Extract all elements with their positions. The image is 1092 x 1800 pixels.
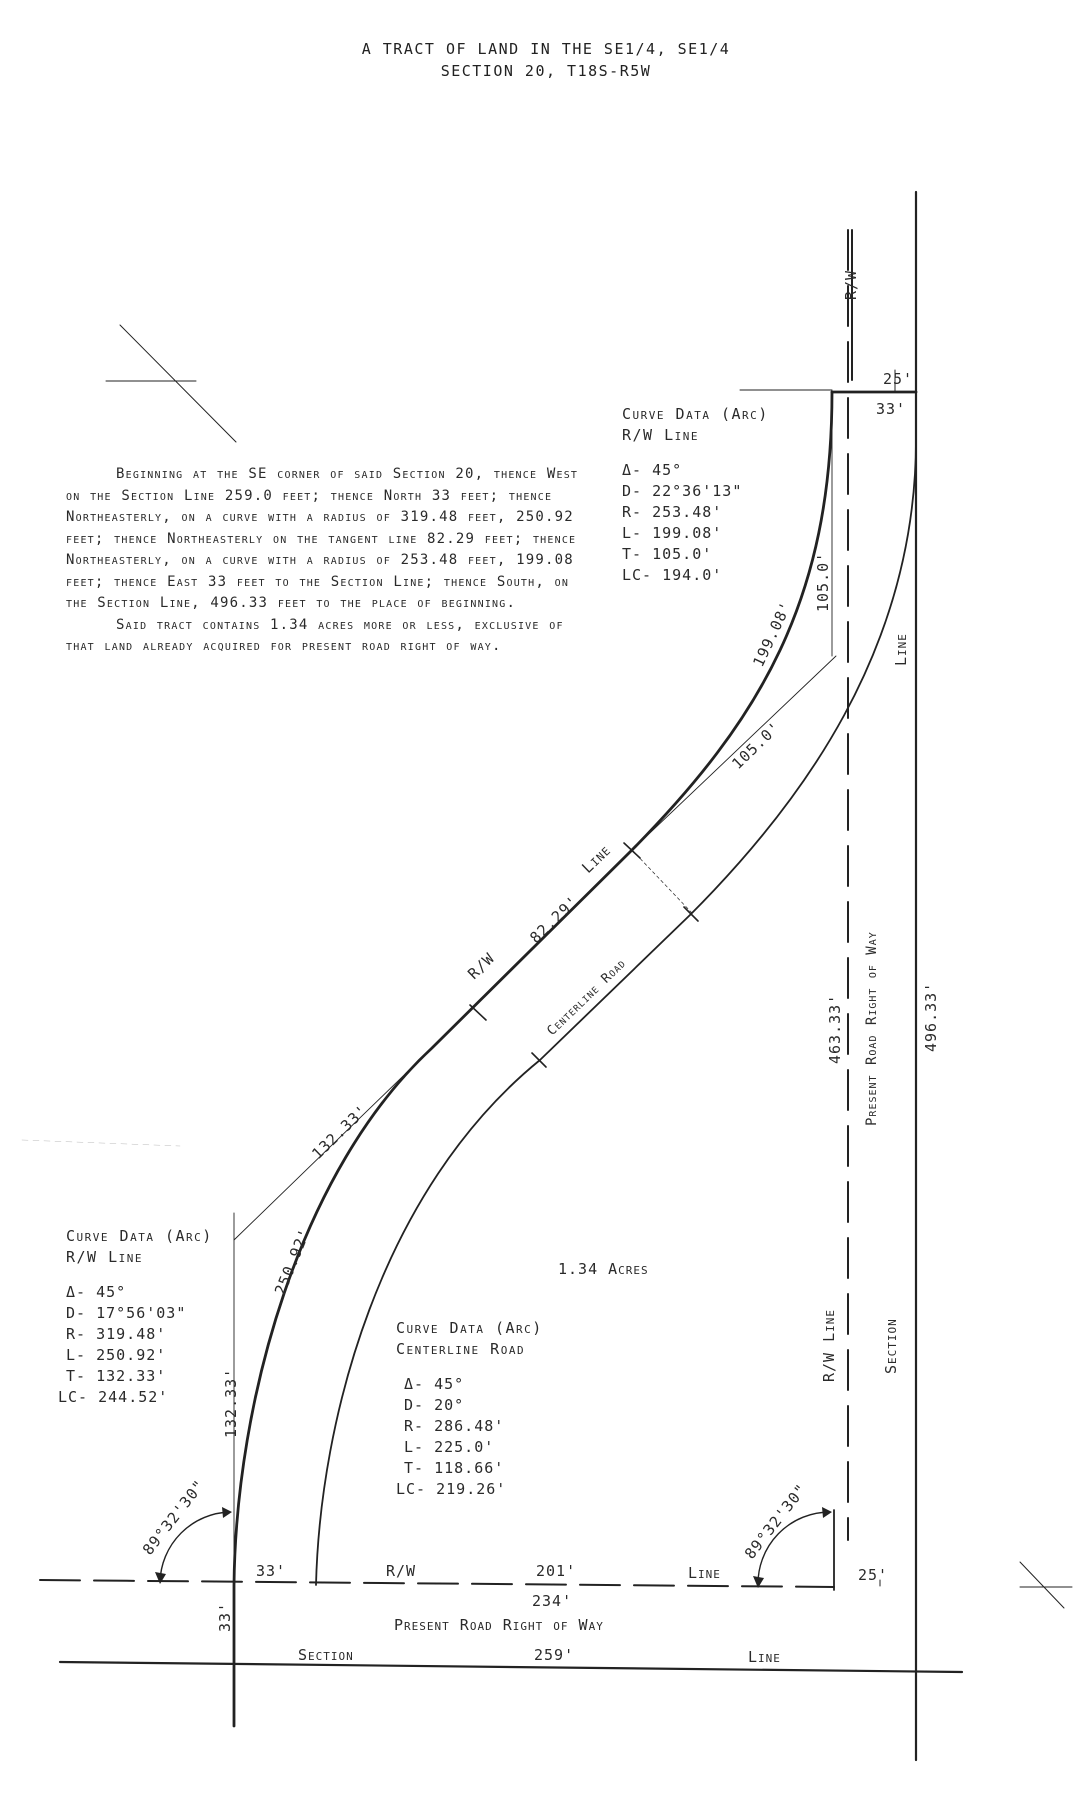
curve-data-heading: Curve Data (Arc) — [66, 1227, 213, 1245]
angle-arrow-right-end — [822, 1507, 832, 1518]
curve-delta: Δ- 45° — [622, 461, 683, 479]
label-dim-82: 82.29' — [526, 892, 583, 947]
section-line-south — [60, 1662, 962, 1672]
curve-data-heading: Curve Data (Arc) — [622, 405, 769, 423]
curve-long-chord: LC- 194.0' — [622, 566, 723, 584]
title-line-2: SECTION 20, T18S-R5W — [440, 62, 652, 80]
curve-tangent: T- 105.0' — [622, 545, 713, 563]
label-rw-diagonal: R/W — [464, 949, 499, 983]
curve-degree: D- 22°36'13" — [622, 482, 743, 500]
curve-radius: R- 286.48' — [404, 1417, 505, 1435]
curve-length: L- 199.08' — [622, 524, 723, 542]
label-dim-33-bottom: 33' — [256, 1562, 287, 1580]
curve-radius: R- 319.48' — [66, 1325, 167, 1343]
label-rw-top: R/W — [842, 269, 860, 300]
description-paragraph-2: Said tract contains 1.34 acres more or less, exclusive of that land already acquired for present road right of way. — [66, 616, 564, 654]
curve-delta: Δ- 45° — [66, 1283, 127, 1301]
title-line-1: A TRACT OF LAND IN THE SE1/4, SE1/4 — [361, 40, 731, 58]
label-angle-right: 89°32'30" — [740, 1480, 811, 1563]
angle-arrow-left — [155, 1572, 166, 1584]
label-dim-199: 199.08' — [749, 598, 796, 670]
label-dim-496: 496.33' — [922, 981, 940, 1052]
description-paragraph-1: Beginning at the SE corner of said Section 20, thence West on the Section Line 259.0 feet; thence North 33 feet; thence Northeasterly, on a curve with a radius of 319.48 feet, 250.92 feet; thence Northeasterly on the tangent line 82.29 feet; thence Northeasterly, on a curve with a radius of 253.48 feet, 199.08 feet; thence East 33 feet to the Section Line; thence South, on the Section Line, 496.33 feet to the place of beginning. — [66, 466, 579, 611]
tick-mark — [470, 1005, 486, 1020]
label-dim-105-vertical: 105.0' — [814, 551, 832, 612]
corner-cross-diagonal — [120, 325, 236, 442]
label-dim-463: 463.33' — [826, 993, 844, 1064]
label-dim-25-top: 25' — [883, 370, 914, 388]
curve-delta: Δ- 45° — [404, 1375, 465, 1393]
label-acres: 1.34 Acres — [558, 1260, 649, 1278]
cross-connector — [632, 850, 692, 913]
curve-tangent: T- 132.33' — [66, 1367, 167, 1385]
label-dim-259: 259' — [534, 1646, 575, 1664]
label-rw-line-vertical: R/W Line — [820, 1308, 838, 1382]
curve-radius: R- 253.48' — [622, 503, 723, 521]
label-dim-33-top: 33' — [876, 400, 907, 418]
curve-length: L- 225.0' — [404, 1438, 495, 1456]
label-rw-bottom: R/W — [386, 1562, 417, 1580]
curve-data-heading: Curve Data (Arc) — [396, 1319, 543, 1337]
label-line-top-right: Line — [892, 633, 910, 666]
angle-arrow-left-end — [222, 1507, 232, 1518]
label-centerline-road: Centerline Road — [544, 956, 630, 1039]
label-section-vertical: Section — [882, 1318, 900, 1374]
label-dim-25-bottom: 25' — [858, 1566, 889, 1584]
label-dim-201: 201' — [536, 1562, 577, 1580]
label-angle-left: 89°32'30" — [138, 1476, 209, 1559]
curve-tangent: T- 118.66' — [404, 1459, 505, 1477]
label-present-row-vertical: Present Road Right of Way — [864, 931, 880, 1126]
label-line-diagonal: Line — [578, 841, 615, 877]
curve-data-subheading: R/W Line — [66, 1248, 144, 1266]
label-dim-105-diagonal: 105.0' — [728, 718, 785, 773]
label-line-section-bottom: Line — [748, 1648, 781, 1666]
right-cross-diagonal — [1020, 1562, 1064, 1608]
rw-curve-boundary — [234, 392, 832, 1726]
label-dim-250: 250.92' — [271, 1225, 315, 1298]
label-dim-33-vertical-bottom: 33' — [216, 1601, 234, 1632]
label-dim-132-diagonal: 132.33' — [308, 1101, 372, 1163]
curve-degree: D- 17°56'03" — [66, 1304, 187, 1322]
label-dim-132-vertical: 132.33' — [222, 1367, 240, 1438]
curve-degree: D- 20° — [404, 1396, 465, 1414]
curve-length: L- 250.92' — [66, 1346, 167, 1364]
curve-data-subheading: R/W Line — [622, 426, 700, 444]
label-line-bottom: Line — [688, 1564, 721, 1582]
curve-data-subheading: Centerline Road — [396, 1340, 526, 1358]
tangent-line-upper — [632, 656, 836, 850]
margin-smudge — [22, 1140, 180, 1146]
curve-long-chord: LC- 219.26' — [396, 1480, 507, 1498]
label-section-bottom: Section — [298, 1646, 354, 1664]
label-dim-234: 234' — [532, 1592, 573, 1610]
label-present-row-bottom: Present Road Right of Way — [394, 1616, 604, 1634]
curve-long-chord: LC- 244.52' — [58, 1388, 169, 1406]
